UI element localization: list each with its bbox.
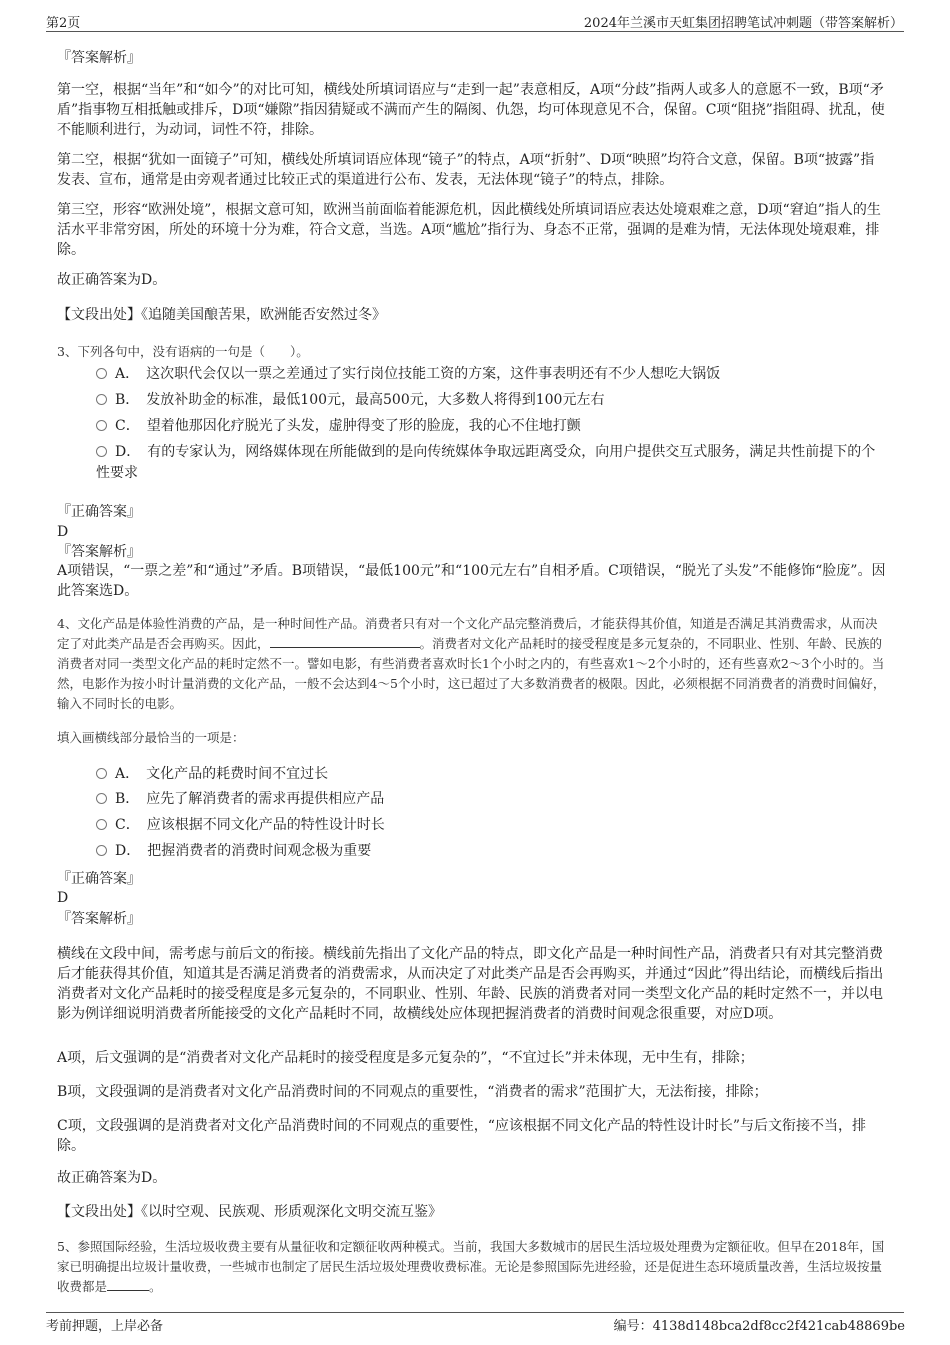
q4-option-c-text: C． 应该根据不同文化产品的特性设计时长 (115, 817, 385, 833)
q3-option-b[interactable] (96, 390, 886, 411)
q3-stem: 3、下列各句中，没有语病的一句是（ ）。 (57, 344, 309, 359)
q4-option-d[interactable] (96, 841, 886, 862)
header-divider (46, 31, 904, 32)
q3-option-a[interactable] (96, 364, 886, 385)
q3-option-d-text: D． 有的专家认为，网络媒体现在所能做到的是向传统媒体争取远距离受众，向用户提供交互式服务，满足共性前提下的个性要求 (96, 444, 876, 481)
q2-analysis-p3: 第三空，形容“欧洲处境”，根据文意可知，欧洲当前面临着能源危机，因此横线处所填词语应表达处境艰难之意，D项“窘迫”指人的生活水平非常穷困，所处的环境十分为难，符合文意，当选。A项“尴尬”指行为、身态不正常，强调的是难为情，无法体现处境艰难，排除。 (57, 202, 881, 258)
radio-icon[interactable] (96, 446, 107, 457)
q3-answer: D (57, 524, 69, 540)
footer-divider (46, 1312, 904, 1313)
radio-icon[interactable] (96, 368, 107, 379)
q4-stem-part1: 4、文化产品是体验性消费的产品，是一种时间性产品。消费者只有对一个文化产品完整消费后，才能获得其价值，知道是否满足其消费需求，从而决定了对此类产品是否会再购买。因此， (57, 616, 878, 651)
q4-source-label: 【文段出处】 (57, 1204, 141, 1220)
q3-option-c[interactable] (96, 416, 886, 437)
q3-option-a-text: A． 这次职代会仅以一票之差通过了实行岗位技能工资的方案，这件事表明还有不少人想吃大锅饭 (115, 366, 721, 382)
footer-slogan: 考前押题，上岸必备 (46, 1319, 164, 1334)
q2-source-title: 《追随美国酿苦果，欧洲能否安然过冬》 (141, 307, 386, 323)
q5-stem-part2: 。 (149, 1279, 162, 1294)
q4-prompt: 填入画横线部分最恰当的一项是： (57, 730, 245, 745)
q2-source-label: 【文段出处】 (57, 307, 141, 323)
q4-stem-part2: 。消费者对文化产品耗时的接受程度是多元复杂的，不同职业、性别、年龄、民族的消费者对同一类型文化产品的耗时定然不一。譬如电影，有些消费者喜欢时长1个小时之内的，有些喜欢1～2个小时的，还有些喜欢2～3个小时的。当然，电影作为按小时计量消费的文化产品，一般不会达到4～5个小时，这已超过了大多数消费者的极限。因此，必须根据不同消费者的消费时间偏好，输入不同时长的电影。 (57, 636, 886, 711)
q4-source (57, 1202, 887, 1222)
q3-option-b-text: B． 发放补助金的标准，最低100元，最高500元，大多数人将得到100元左右 (115, 392, 605, 408)
radio-icon[interactable] (96, 819, 107, 830)
radio-icon[interactable] (96, 394, 107, 405)
q4-conclusion: 故正确答案为D。 (57, 1170, 167, 1186)
radio-icon[interactable] (96, 845, 107, 856)
q4-answer: D (57, 890, 69, 906)
q4-analysis-c: C项，文段强调的是消费者对文化产品消费时间的不同观点的重要性，“应该根据不同文化产品的特性设计时长”与后文衔接不当，排除。 (57, 1118, 867, 1154)
q5-stem-part1: 5、参照国际经验，生活垃圾收费主要有从量征收和定额征收两种模式。当前，我国大多数城市的居民生活垃圾处理费为定额征收。但早在2018年，国家已明确提出垃圾计量收费，一些城市也制定了居民生活垃圾处理费收费标准。无论是参照国际先进经验，还是促进生态环境质量改善，生活垃圾按量收费都是 (57, 1239, 885, 1294)
radio-icon[interactable] (96, 420, 107, 431)
q4-stem (57, 614, 887, 714)
q4-option-d-text: D． 把握消费者的消费时间观念极为重要 (115, 843, 372, 859)
radio-icon[interactable] (96, 768, 107, 779)
q4-answer-label: 『正确答案』 (57, 871, 141, 887)
footer-serial: 编号：4138d148bca2df8cc2f421cab48869be (613, 1319, 905, 1334)
q5-stem (57, 1237, 887, 1297)
q2-analysis-p1: 第一空，根据“当年”和“如今”的对比可知，横线处所填词语应与“走到一起”表意相反，A项“分歧”指两人或多人的意愿不一致，B项“矛盾”指事物互相抵触或排斥，D项“嫌隙”指因猜疑或不满而产生的隔阂、仇怨，均可体现意见不合，保留。C项“阻挠”指阻碍、扰乱，使不能顺利进行，为动词，词性不符，排除。 (57, 82, 885, 138)
q4-option-b-text: B． 应先了解消费者的需求再提供相应产品 (115, 791, 385, 807)
q4-option-b[interactable] (96, 789, 886, 810)
q3-option-d[interactable] (96, 442, 886, 484)
q3-analysis-label: 『答案解析』 (57, 544, 141, 560)
q4-analysis-label: 『答案解析』 (57, 911, 141, 927)
q2-source (57, 305, 887, 325)
q3-analysis: A项错误，“一票之差”和“通过”矛盾。B项错误，“最低100元”和“100元左右”自相矛盾。C项错误，“脱光了头发”不能修饰“脸庞”。因此答案选D。 (57, 563, 886, 599)
q2-conclusion: 故正确答案为D。 (57, 272, 167, 288)
page-number: 第2页 (46, 16, 81, 31)
q3-answer-label: 『正确答案』 (57, 504, 141, 520)
q4-option-c[interactable] (96, 815, 886, 836)
q4-blank (270, 635, 420, 648)
q2-analysis-p2: 第二空，根据“犹如一面镜子”可知，横线处所填词语应体现“镜子”的特点，A项“折射”、D项“映照”均符合文意，保留。B项“披露”指发表、宣布，通常是由旁观者通过比较正式的渠道进行公布、发表，无法体现“镜子”的特点，排除。 (57, 152, 875, 188)
q4-source-title: 《以时空观、民族观、形质观深化文明交流互鉴》 (141, 1204, 442, 1220)
q2-analysis-label: 『答案解析』 (57, 50, 141, 66)
q4-analysis-a: A项，后文强调的是“消费者对文化产品耗时的接受程度是多元复杂的”，“不宜过长”并未体现，无中生有，排除； (57, 1050, 754, 1066)
document-title: 2024年兰溪市天虹集团招聘笔试冲刺题（带答案解析） (583, 16, 903, 31)
q5-blank (107, 1278, 149, 1291)
q4-option-a-text: A． 文化产品的耗费时间不宜过长 (115, 766, 329, 782)
page-header (0, 0, 950, 32)
radio-icon[interactable] (96, 793, 107, 804)
q4-analysis-p1: 横线在文段中间，需考虑与前后文的衔接。横线前先指出了文化产品的特点，即文化产品是一种时间性产品，消费者只有对其完整消费后才能获得其价值，知道其是否满足消费者的消费需求，从而决定了对此类产品是否会再购买，并通过“因此”得出结论，而横线后指出消费者对文化产品耗时的接受程度是多元复杂的，不同职业、性别、年龄、民族的消费者对同一类型文化产品的耗时定然不一，并以电影为例详细说明消费者所能接受的文化产品耗时不同，故横线处应体现把握消费者的消费时间观念很重要，对应D项。 (57, 946, 884, 1022)
q3-option-c-text: C． 望着他那因化疗脱光了头发，虚肿得变了形的脸庞，我的心不住地打颤 (115, 418, 581, 434)
q4-analysis-b: B项，文段强调的是消费者对文化产品消费时间的不同观点的重要性，“消费者的需求”范围扩大，无法衔接，排除； (57, 1084, 768, 1100)
q4-option-a[interactable] (96, 764, 886, 785)
